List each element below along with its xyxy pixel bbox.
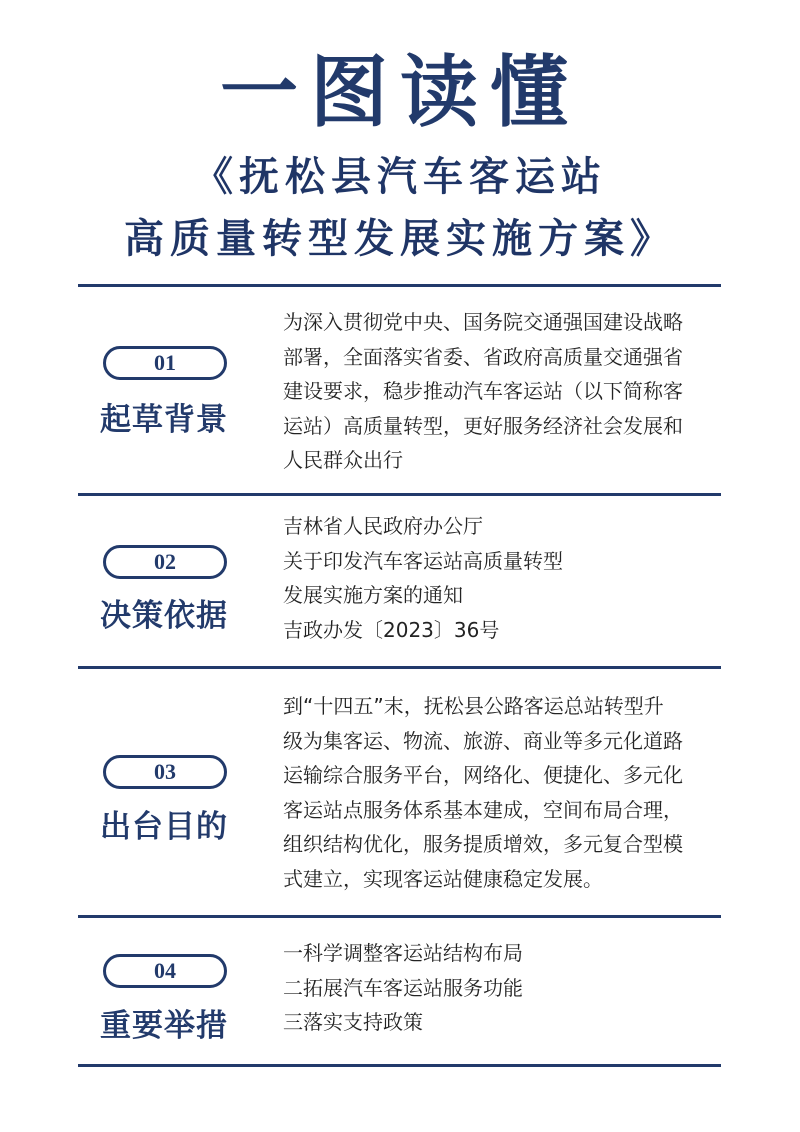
- subtitle-line-2: 高质量转型发展实施方案》: [124, 215, 676, 262]
- section-purpose: [78, 669, 721, 915]
- section-number-badge: 01: [103, 346, 227, 380]
- section-measures: [78, 918, 721, 1064]
- section-basis: [78, 496, 721, 666]
- body-line: 一科学调整客运站结构布局: [283, 941, 523, 965]
- body-line: 级为集客运、物流、旅游、商业等多元化道路: [283, 728, 683, 753]
- section-label: 起草背景: [100, 402, 228, 438]
- section-number-badge: 03: [103, 755, 227, 789]
- body-line: 客运站点服务体系基本建成，空间布局合理，: [283, 797, 683, 822]
- body-line: 关于印发汽车客运站高质量转型: [283, 548, 563, 573]
- body-line: 式建立，实现客运站健康稳定发展。: [283, 866, 603, 891]
- body-line: 到“十四五”末，抚松县公路客运总站转型升: [283, 694, 664, 718]
- section-background: [78, 287, 721, 493]
- page-title: 一图读懂: [219, 48, 580, 138]
- subtitle-line-1: 《抚松县汽车客运站: [193, 153, 607, 200]
- section-number-badge: 04: [103, 954, 227, 988]
- body-line: 二拓展汽车客运站服务功能: [283, 975, 523, 1000]
- section-number-badge: 02: [103, 545, 227, 579]
- section-body: [283, 305, 723, 478]
- section-label: 出台目的: [100, 809, 228, 845]
- body-line: 吉政办发〔2023〕36号: [283, 617, 500, 642]
- body-line: 运站）高质量转型，更好服务经济社会发展和: [283, 413, 683, 438]
- section-body: [283, 936, 723, 1040]
- body-line: 吉林省人民政府办公厅: [283, 514, 483, 538]
- section-label: 重要举措: [100, 1008, 228, 1044]
- section-label: 决策依据: [100, 598, 228, 634]
- body-line: 人民群众出行: [283, 448, 403, 472]
- section-body: [283, 689, 723, 896]
- divider-bottom: [78, 1064, 721, 1067]
- body-line: 运输综合服务平台，网络化、便捷化、多元化: [283, 763, 683, 787]
- body-line: 组织结构优化，服务提质增效，多元复合型模: [283, 832, 683, 856]
- body-line: 发展实施方案的通知: [283, 583, 463, 607]
- section-body: [283, 509, 723, 647]
- body-line: 三落实支持政策: [283, 1010, 423, 1034]
- body-line: 建设要求，稳步推动汽车客运站（以下简称客: [283, 379, 683, 403]
- body-line: 为深入贯彻党中央、国务院交通强国建设战略: [283, 310, 683, 334]
- body-line: 部署，全面落实省委、省政府高质量交通强省: [283, 344, 683, 369]
